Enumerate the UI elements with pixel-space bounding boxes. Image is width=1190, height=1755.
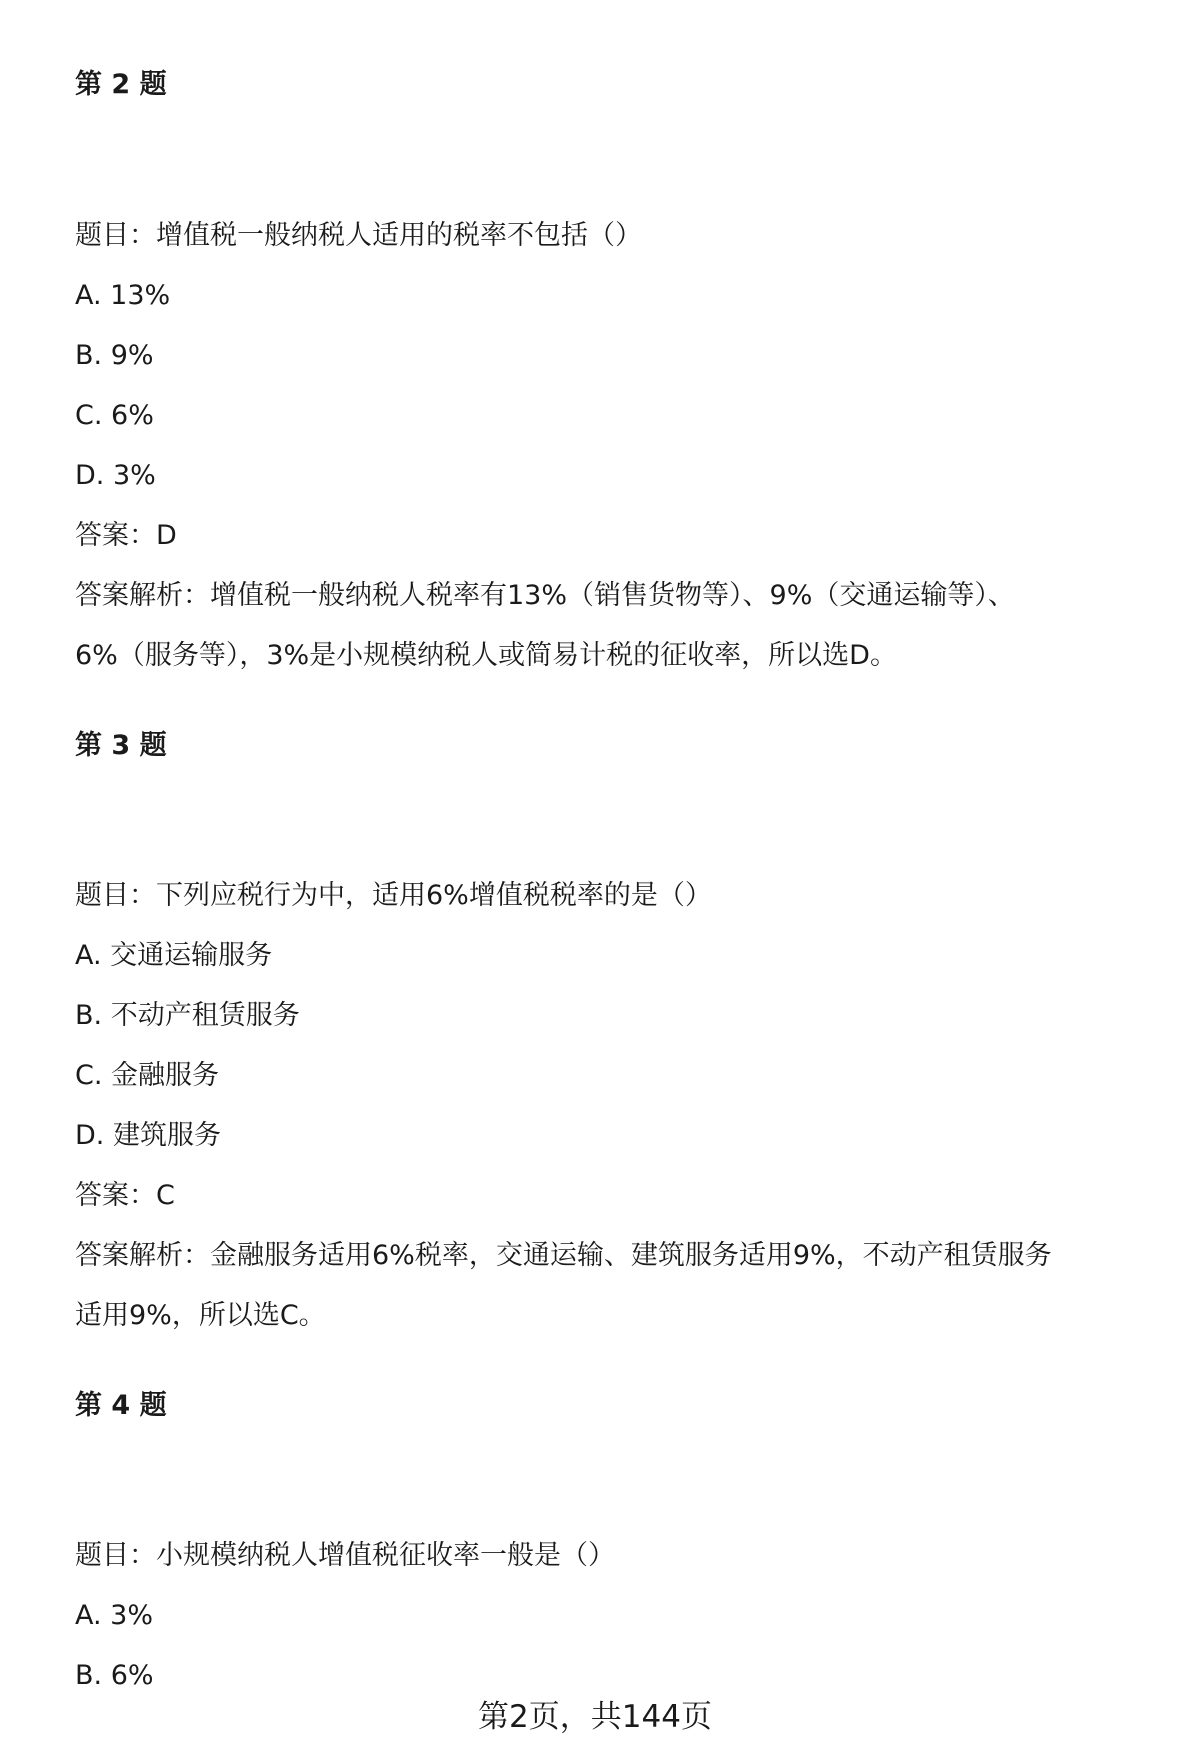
question-2-option-d: D. 3% <box>75 460 156 491</box>
question-2-analysis-line-2: 6%（服务等），3%是小规模纳税人或简易计税的征收率，所以选D。 <box>75 640 897 671</box>
question-4-option-b: B. 6% <box>75 1660 154 1691</box>
question-2-option-a: A. 13% <box>75 280 171 311</box>
question-3-option-b: B. 不动产租赁服务 <box>75 1000 300 1031</box>
question-3-option-a: A. 交通运输服务 <box>75 940 273 971</box>
question-2-option-b: B. 9% <box>75 340 154 371</box>
question-3-stem: 题目：下列应税行为中，适用6%增值税税率的是（） <box>75 880 712 911</box>
question-4-heading: 第 4 题 <box>75 1390 167 1421</box>
question-3-answer: 答案：C <box>75 1180 175 1211</box>
question-4-option-a: A. 3% <box>75 1600 153 1631</box>
question-3-option-d: D. 建筑服务 <box>75 1120 221 1151</box>
page-number-footer: 第2页，共144页 <box>478 1699 712 1735</box>
question-2-answer: 答案：D <box>75 520 177 551</box>
question-3-analysis-line-2: 适用9%，所以选C。 <box>75 1300 326 1331</box>
question-2-heading: 第 2 题 <box>75 69 167 100</box>
question-3-option-c: C. 金融服务 <box>75 1060 220 1091</box>
question-4-stem: 题目：小规模纳税人增值税征收率一般是（） <box>75 1540 615 1571</box>
question-3-analysis-line-1: 答案解析：金融服务适用6%税率，交通运输、建筑服务适用9%，不动产租赁服务 <box>75 1240 1052 1271</box>
question-2-analysis-line-1: 答案解析：增值税一般纳税人税率有13%（销售货物等）、9%（交通运输等）、 <box>75 580 1015 611</box>
question-2-stem: 题目：增值税一般纳税人适用的税率不包括（） <box>75 220 642 251</box>
question-2-option-c: C. 6% <box>75 400 154 431</box>
question-3-heading: 第 3 题 <box>75 730 167 761</box>
